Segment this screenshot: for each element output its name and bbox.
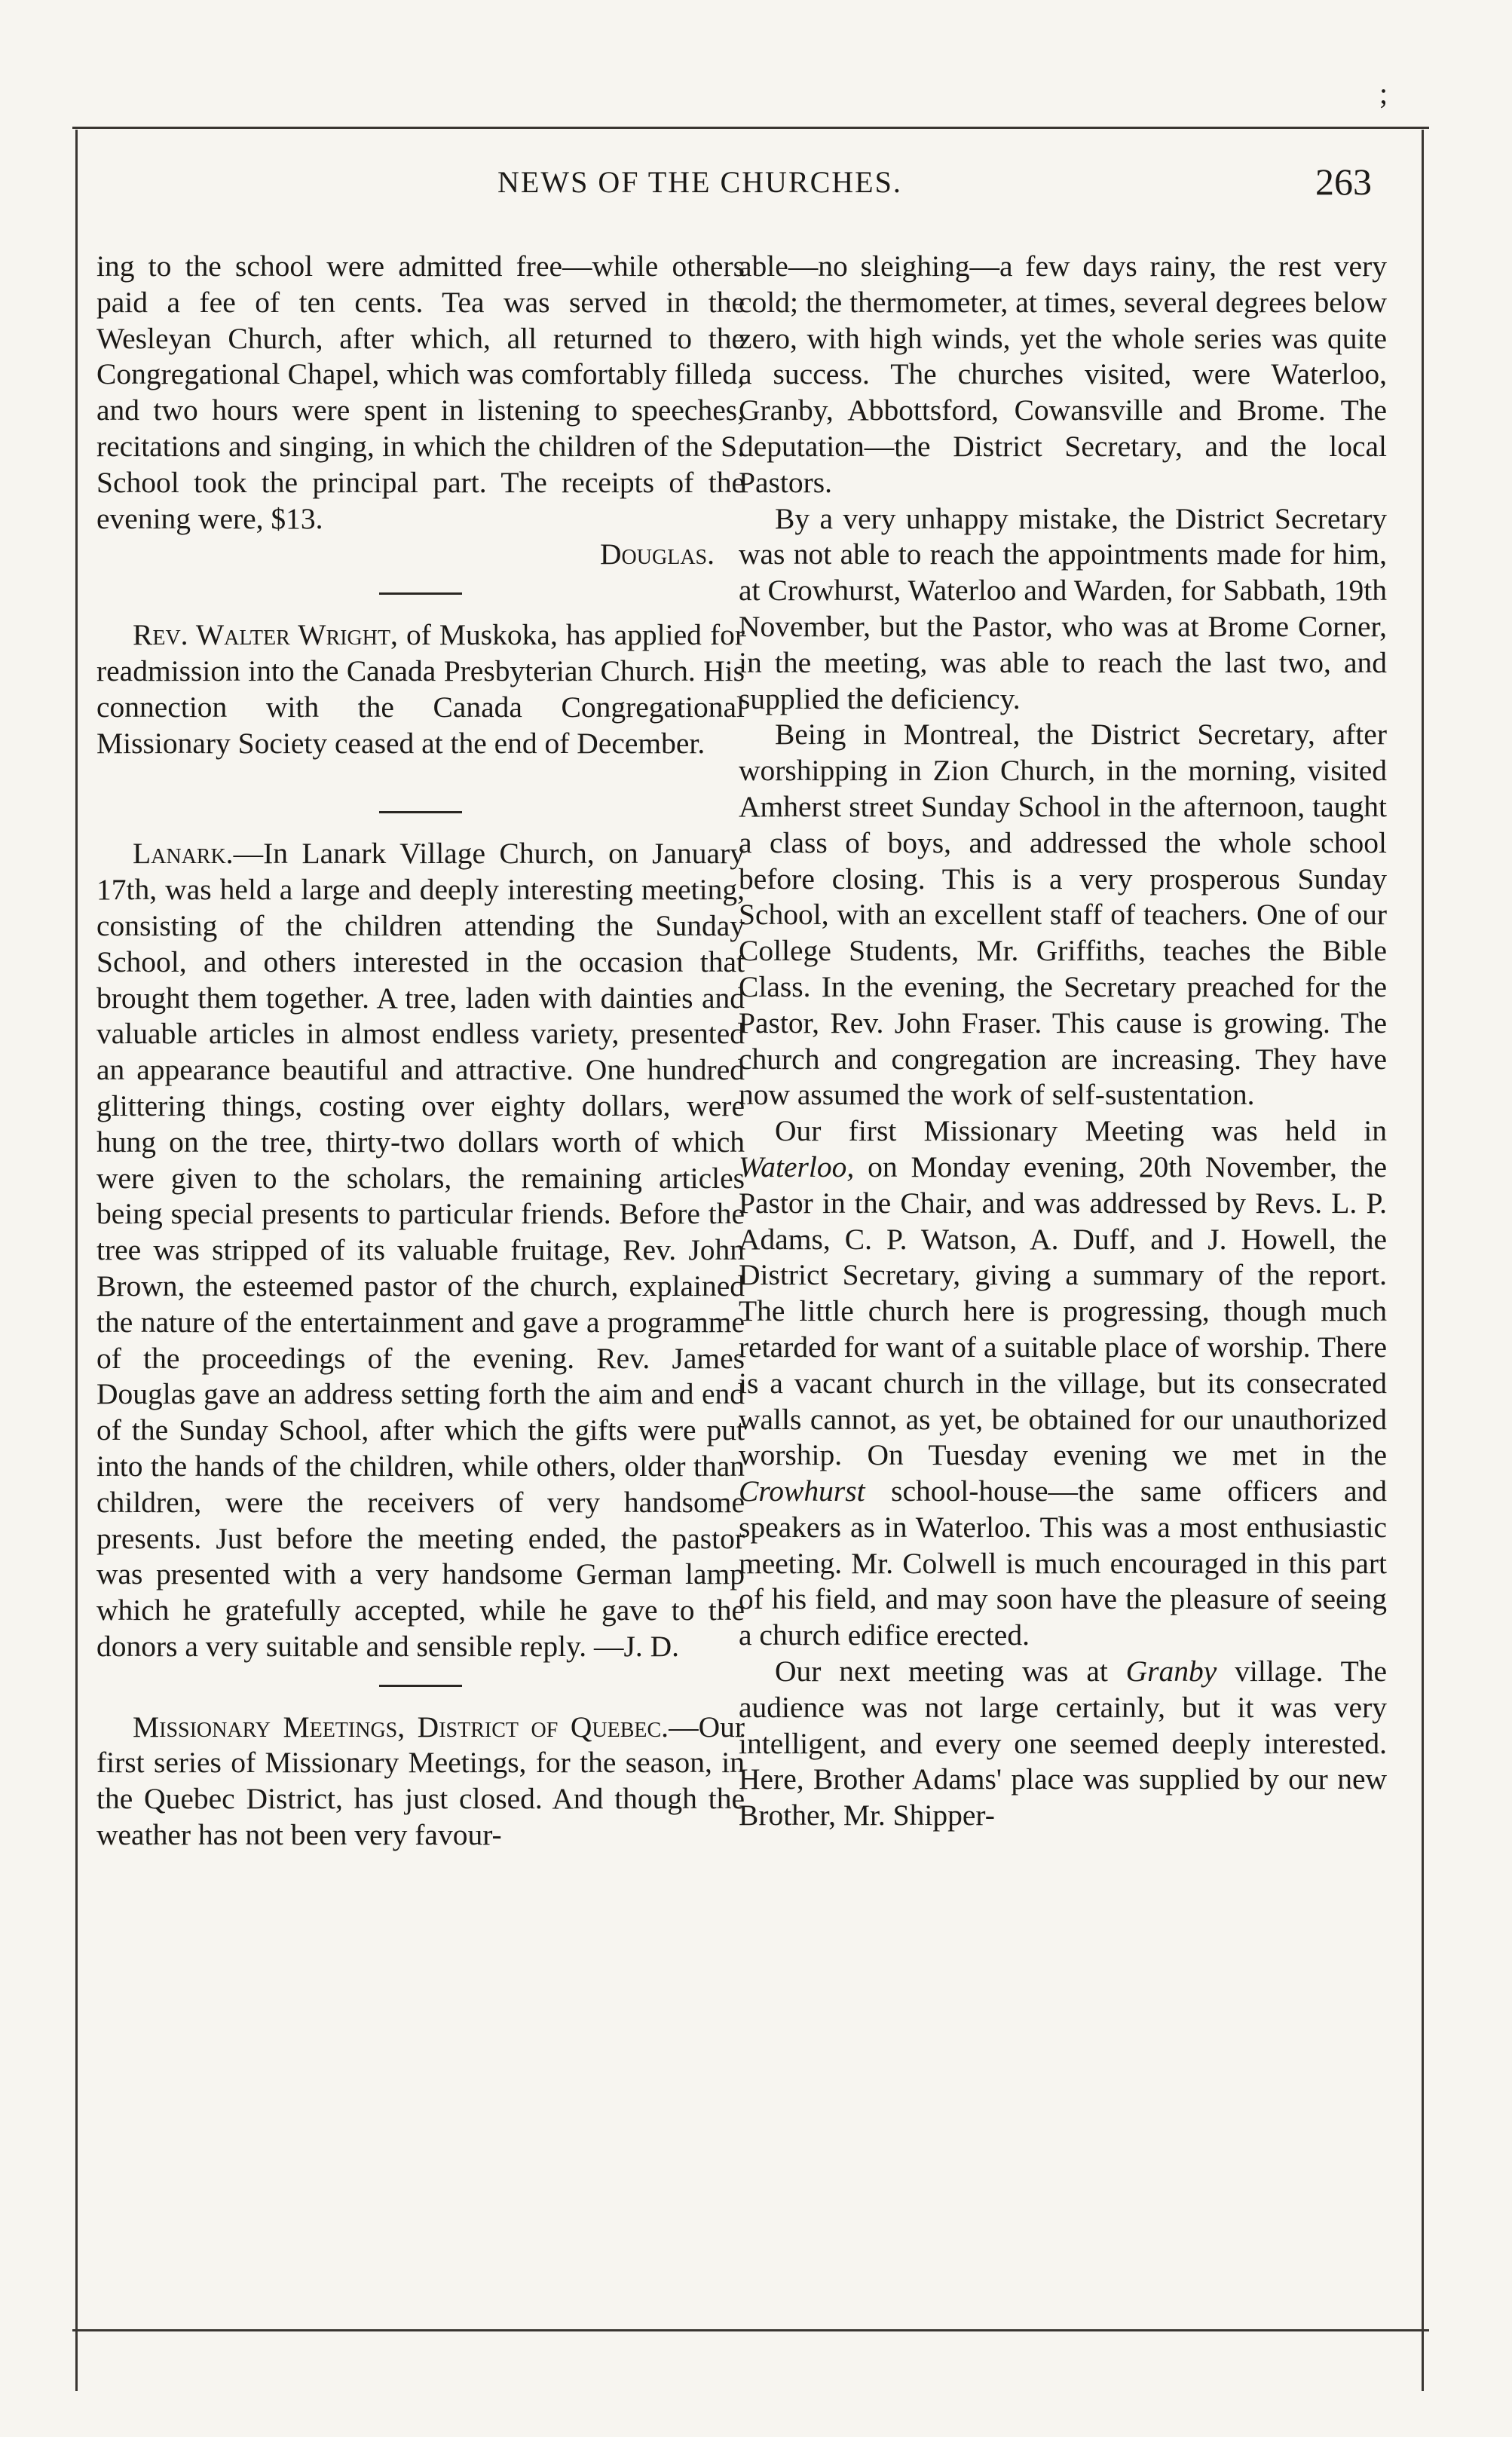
wright-paragraph xyxy=(96,617,745,761)
section-divider xyxy=(379,811,462,813)
section-divider xyxy=(379,592,462,595)
wright-name: Rev. Walter Wright, xyxy=(133,618,398,652)
top-border-rule xyxy=(72,127,1429,129)
granby-italic: Granby xyxy=(1125,1655,1217,1688)
right-column xyxy=(739,249,1387,2314)
page-number: 263 xyxy=(1315,161,1372,203)
waterloo-italic: Waterloo, xyxy=(739,1150,855,1183)
mistake-paragraph: By a very unhappy mistake, the District Secretary was not able to reach the appointments made for him, at Crowhurst, Waterloo and Warden, for Sabbath, 19th November, but the Pastor, who was at Brome Corner, in the meeting, was able to reach the last two, and supplied the deficiency. xyxy=(739,501,1387,715)
corner-mark: ; xyxy=(1379,76,1388,110)
wright-text: of Muskoka, has applied for readmission into the Canada Presbyterian Church. His connection with the Canada Congregational Missionary Society ceased at the end of December. xyxy=(96,618,745,760)
weather-paragraph: able—no sleighing—a few days rainy, the rest very cold; the thermometer, at times, several degrees below zero, with high winds, yet the whole series was quite a success. The churches visited, were Waterloo, Granby, Abbottsford, Cowansville and Brome. The deputation—the District Secretary, and the local Pastors. xyxy=(739,250,1387,499)
douglas-signature: Douglas. xyxy=(600,537,715,571)
lanark-name: Lanark. xyxy=(133,837,234,871)
douglas-paragraph: ing to the school were admitted free—while others paid a fee of ten cents. Tea was served in the Wesleyan Church, after which, all returned to the Congregational Chapel, which was comfortably filled, and two hours were spent in listening to speeches, recitations and singing, in which the children of the S. School took the principal part. The receipts of the evening were, $13. xyxy=(96,250,745,535)
missionary-paragraph xyxy=(96,1710,745,1854)
section-divider xyxy=(379,1685,462,1687)
missionary-name: Missionary Meetings, District of Quebec. xyxy=(133,1710,669,1744)
montreal-paragraph: Being in Montreal, the District Secretary, after worshipping in Zion Church, in the morning, visited Amherst street Sunday School in the afternoon, taught a class of boys, and addressed the whole school before closing. This is a very prosperous Sunday School, with an excellent staff of teachers. One of our College Students, Mr. Griffiths, teaches the Bible Class. In the evening, the Secretary preached for the Pastor, Rev. John Fraser. This cause is growing. The church and congregation are increasing. They have now assumed the work of self-sustentation. xyxy=(739,718,1387,1112)
running-header: NEWS OF THE CHURCHES. xyxy=(497,165,902,199)
crowhurst-italic: Crowhurst xyxy=(739,1474,865,1508)
waterloo-paragraph: Our first Missionary Meeting was held in Waterloo, on Monday evening, 20th November, the Pastor in the Chair, and was addressed by Revs. L. P. Adams, C. P. Watson, A. Duff, and J. Howell, the District Secretary, giving a summary of the report. The little church here is progressing, though much retarded for want of a suitable place of worship. There is a vacant church in the village, but its consecrated walls cannot, as yet, be obtained for our unauthorized worship. On Tuesday evening we met in the Crowhurst school-house—the same officers and speakers as in Waterloo. This was a most enthusiastic meeting. Mr. Colwell is much encouraged in this part of his field, and may soon have the pleasure of seeing a church edifice erected. xyxy=(739,1114,1387,1652)
lanark-paragraph xyxy=(96,836,745,1664)
left-column xyxy=(96,249,745,2314)
bottom-border-rule xyxy=(72,2329,1429,2331)
missionary-text: —Our first series of Missionary Meetings, for the season, in the Quebec District, has just closed. And though the weather has not been very favour- xyxy=(96,1710,745,1852)
left-border-rule xyxy=(75,130,78,2391)
lanark-text: —In Lanark Village Church, on January 17th, was held a large and deeply interesting meeting, consisting of the children attending the Sunday School, and others interested in the occasion that brought them together. A tree, laden with dainties and valuable articles in almost endless variety, presented an appearance beautiful and attractive. One hundred glittering things, costing over eighty dollars, were hung on the tree, thirty-two dollars worth of which were given to the scholars, the remaining articles being special presents to particular friends. Before the tree was stripped of its valuable fruitage, Rev. John Brown, the esteemed pastor of the church, explained the nature of the entertainment and gave a programme of the proceedings of the evening. Rev. James Douglas gave an address setting forth the aim and end of the Sunday School, after which the gifts were put into the hands of the children, while others, older than children, were the receivers of very handsome presents. Just before the meeting ended, the pastor was presented with a very handsome German lamp which he gratefully accepted, while he gave to the donors a very suitable and sensible reply. —J. D. xyxy=(96,837,745,1663)
granby-paragraph: Our next meeting was at Granby village. The audience was not large certainly, but it was very intelligent, and every one seemed deeply interested. Here, Brother Adams' place was supplied by our new Brother, Mr. Shipper- xyxy=(739,1655,1387,1832)
right-border-rule xyxy=(1422,130,1424,2391)
